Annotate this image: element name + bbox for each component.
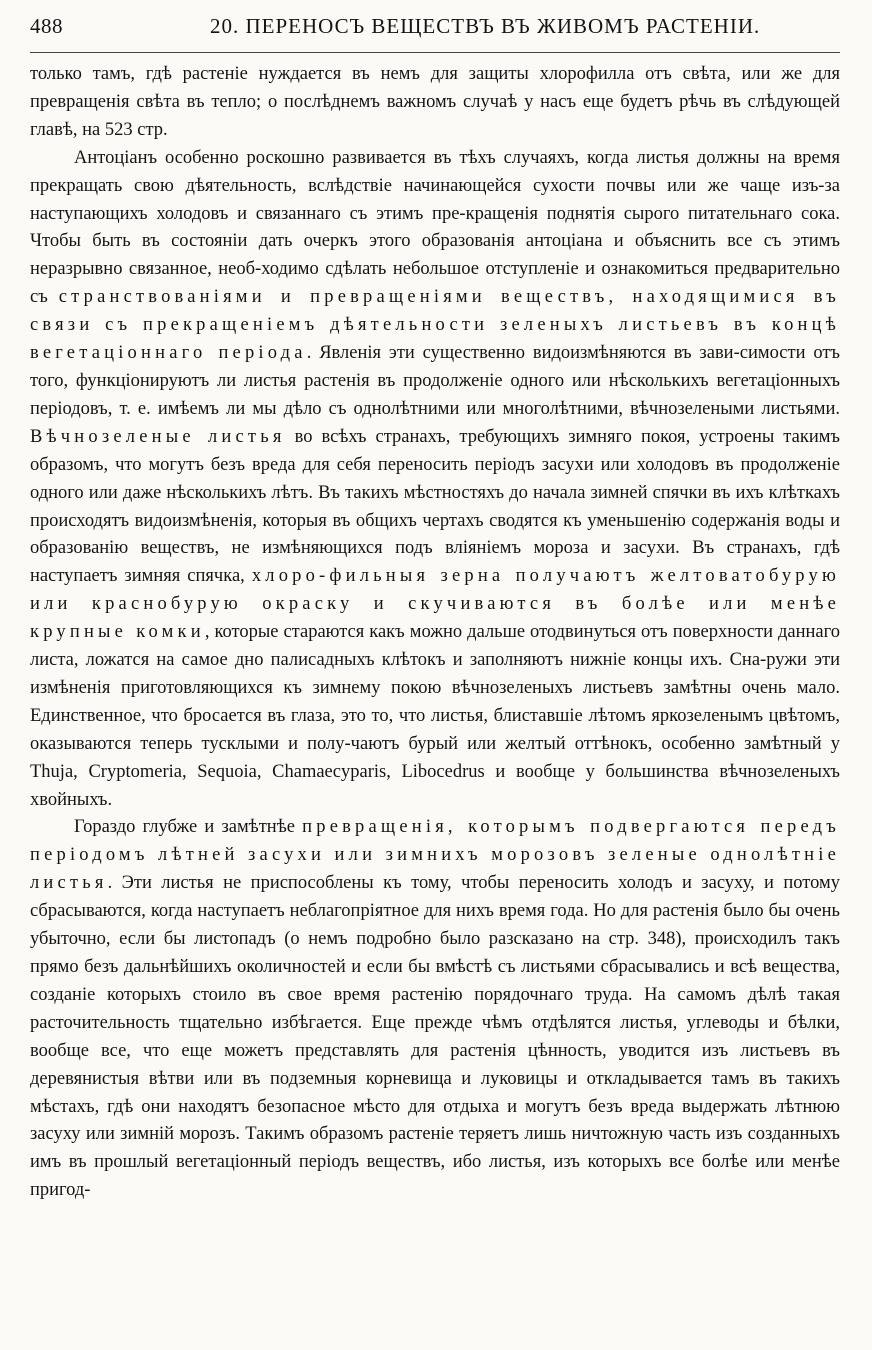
text-segment: Гораздо глубже и замѣтнѣе xyxy=(74,817,303,838)
text-segment: . Явленія эти существенно видоизмѣняются въ зави-симости отъ того, функціонируютъ ли листья растенія въ продолженіе одного или нѣсколькихъ вегетаціонныхъ періодовъ, т. е. имѣемъ ли мы дѣло съ однолѣтними или многолѣтними, вѣчнозелеными листьями. xyxy=(30,343,840,419)
spaced-emphasis: хлоро-фильныя зерна получаютъ желтоватобурую или краснобурую окраску и скучиваются въ болѣе или менѣе крупные комки xyxy=(30,566,840,643)
text-segment: Антоціанъ особенно роскошно развивается въ тѣхъ случаяхъ, когда листья должны на время прекращать свою дѣятельность, вслѣдствіе начинающейся сухости почвы или же чаще изъ-за наступающихъ холодовъ и связаннаго съ этимъ пре-кращенія поднятія сырого питательнаго сока. Чтобы быть въ состояніи дать очеркъ этого образованія антоціана и объяснить все съ этимъ неразрывно связанное, необ-ходимо сдѣлать небольшое отступленіе и ознакомиться предварительно съ xyxy=(30,147,840,308)
text-segment: во всѣхъ странахъ, требующихъ зимняго покоя, устроены такимъ образомъ, что могутъ безъ вреда для себя переносить періодъ засухи или холодовъ въ продолженіе одного или даже нѣсколькихъ лѣтъ. Въ такихъ мѣстностяхъ до начала зимней спячки въ ихъ клѣткахъ происходятъ видоизмѣненія, которыя въ общихъ чертахъ сводятся къ уменьшенію содержанія воды и образованію веществъ, не измѣняющихся подъ вліяніемъ мороза и засухи. Въ странахъ, гдѣ наступаетъ зимняя спячка, xyxy=(30,426,840,587)
page-number: 488 xyxy=(30,14,63,38)
spaced-emphasis: Вѣчнозеленые листья xyxy=(30,426,286,447)
paragraph-3 xyxy=(30,814,840,1205)
spaced-emphasis: превращенія, которымъ подвергаются передъ періодомъ лѣтней засухи или зимнихъ морозовъ зеленые однолѣтніе листья xyxy=(30,817,840,894)
running-title: 20. ПЕРЕНОСЪ ВЕЩЕСТВЪ ВЪ ЖИВОМЪ РАСТЕНІИ. xyxy=(210,14,761,38)
text-segment: только тамъ, гдѣ растеніе нуждается въ немъ для защиты хлорофилла отъ свѣта, или же для превращенія свѣта въ тепло; о послѣднемъ важномъ случаѣ у насъ еще будетъ рѣчь въ слѣдующей главѣ, на 523 стр. xyxy=(30,64,840,140)
page-header xyxy=(30,14,840,48)
text-segment: . Эти листья не приспособлены къ тому, чтобы переносить холодъ и засуху, и потому сбрасываются, когда наступаетъ неблагопріятное для нихъ время года. Но для растенія было бы очень убыточно, если бы листопадъ (о немъ подробно было разсказано на стр. 348), происходилъ такъ прямо безъ дальнѣйшихъ околичностей и если бы вмѣстѣ съ листьями сбрасывались и всѣ вещества, созданіе которыхъ стоило въ свое время растенію порядочнаго труда. На самомъ дѣлѣ такая расточительность тщательно избѣгается. Еще прежде чѣмъ отдѣлятся листья, углеводы и бѣлки, вообще все, что еще можетъ представлять для растенія цѣнность, уводится изъ листьевъ въ деревянистыя вѣтви или въ подземныя корневища и луковицы и откладывается тамъ въ такихъ мѣстахъ, гдѣ они находятъ безопасное мѣсто для отдыха и могутъ безъ вреда выдержать лѣтнюю засуху или зимній морозъ. Такимъ образомъ растеніе теряетъ лишь ничтожную часть изъ созданныхъ имъ въ прошлый вегетаціонный періодъ веществъ, ибо листья, изъ которыхъ все болѣе или менѣе пригод- xyxy=(30,873,840,1201)
header-divider xyxy=(30,52,840,53)
body-text xyxy=(30,61,840,1205)
text-segment: , которые стараются какъ можно дальше отодвинуться отъ поверхности даннаго листа, ложатся на самое дно палисадныхъ клѣтокъ и заполняютъ нижніе концы ихъ. Сна-ружи эти измѣненія приготовляющихся къ зимнему покою вѣчнозеленыхъ листьевъ замѣтны очень мало. Единственное, что бросается въ глаза, это то, что листья, блиставшіе лѣтомъ яркозеленымъ цвѣтомъ, оказываются теперь тусклыми и полу-чаютъ бурый или желтый оттѣнокъ, особенно замѣтный у Thuja, Cryptomeria, Sequoia, Chamaecyparis, Libocedrus и вообще у большинства вѣчнозеленыхъ хвойныхъ. xyxy=(30,622,841,810)
paragraph-1 xyxy=(30,61,840,145)
paragraph-2 xyxy=(30,145,840,815)
spaced-emphasis: странствованіями и превращеніями веществъ, находящимися въ связи съ прекращеніемъ дѣятельности зеленыхъ листьевъ въ концѣ вегетаціоннаго періода xyxy=(30,287,840,364)
